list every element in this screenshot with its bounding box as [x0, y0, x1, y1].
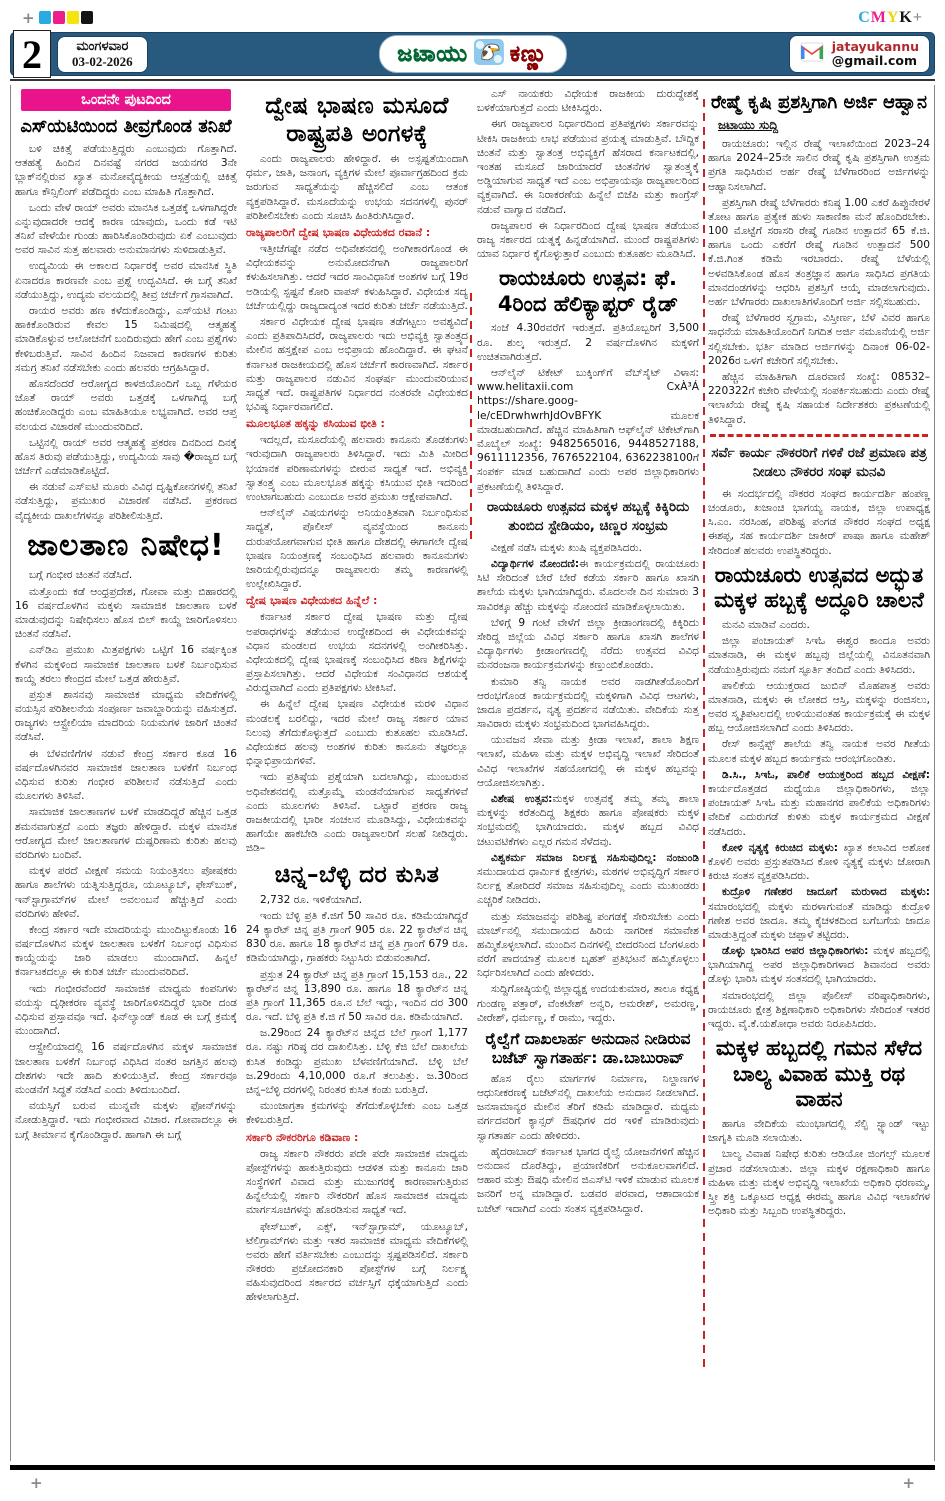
day-label: ಮಂಗಳವಾರ	[76, 39, 129, 54]
paragraph: ಇದು ಪ್ರತಿಷ್ಠೆಯ ಪ್ರಶ್ನೆಯಾಗಿ ಬದಲಾಗಿದ್ದು, ಮುಂಬರುವ ಅಧಿವೇಶನದಲ್ಲಿ ಮತ್ತೊಮ್ಮೆ ಮಂಡನೆಯಾಗುವ ಸಾಧ್ಯತೆಗಳಿವೆ ಎಂದು ಮೂಲಗಳು ತಿಳಿಸಿವೆ. ಒಟ್ಟಾರೆ ಪ್ರಕರಣ ರಾಜ್ಯ ರಾಜಕೀಯದಲ್ಲಿ ಭಾರೀ ಸಂಚಲನ ಮೂಡಿಸಿದ್ದು, ವಿಧೇಯಕವನ್ನು ಹಾಗೆಯೇ ಹಾಕಬೇಡಿ ಎಂದು ರಾಜ್ಯಪಾಲರಿಗೆ ಸಲಹೆ ನೀಡಿದ್ದರು. ಜಿಡಿ–	[246, 771, 468, 855]
reg-color-bar	[39, 9, 95, 28]
paragraph: ಸಂಜೆ 4.30ರವರೆಗೆ ಇರುತ್ತದೆ. ಪ್ರತಿಯೊಬ್ಬರಿಗೆ 3,500 ರೂ. ಶುಲ್ಕ ಇರುತ್ತದೆ. 2 ವರ್ಷದೊಳಗಿನ ಮಕ್ಕಳಿಗೆ ಉಚಿತವಾಗಿರುತ್ತದೆ.	[477, 322, 699, 363]
paragraph: ಆನ್‌ಲೈನ್ ಟಿಕೇಟ್ ಬುಕ್ಕಿಂಗ್‌ಗೆ ವೆಬ್‌ಸೈಟ್ ವಿಳಾಸ: www.helitaxii.com CxÀ³Á https://share.goog-le/cEDrwhwrhJdOvBFYK ಮೂಲಕ ಮಾಡಬಹುದಾಗಿದೆ. ಹೆಚ್ಚಿನ ಮಾಹಿತಿಗಾಗಿ ಆಫ್‌ಲೈನ್ ಟಿಕೇಟ್‌ಗಾಗಿ ಮೊಬೈಲ್ ಸಂಖ್ಯೆ: 9482565016, 9448527188, 9611112356, 7676522104, 6362238100ಗೆ ಸಂಪರ್ಕ ಮಾಡ ಬಹುದಾಗಿದೆ ಎಂದು ಅಪರ ಜಿಲ್ಲಾಧಿಕಾರಿಗಳು ಪ್ರಕಟಣೆಯಲ್ಲಿ ತಿಳಿಸಿದ್ದಾರೆ.	[477, 367, 699, 493]
paragraph: ಸುದ್ದಿಗೋಷ್ಠಿಯಲ್ಲಿ ಜಿಲ್ಲಾಧ್ಯಕ್ಷ ಉದಯಕುಮಾರ, ತಾಲೂ ಕಧ್ಯಕ್ಷ ಗುಂಡಣ್ಣ ಪತ್ತಾರ್, ವೆಂಕಟೇಶ್ ಅನ್ವರಿ, ಅಮರೇಶ್, ಅಮರಣ್ಣ, ವೀರೇಶ್, ಧರ್ಮಣ್ಣ, ಕೆ ರಾಮು, ಇದ್ದರು.	[477, 983, 699, 1024]
paragraph: ಈ ಸಂದರ್ಭದಲ್ಲಿ ನೌಕರರ ಸಂಘದ ಕಾರ್ಯದರ್ಶಿ ಹಂಪಣ್ಣ ಚಂಡೂರು, ಖಜಾಂಚಿ ಭಾಗಯ್ಯ ನಾಯಕ, ಜಿಲ್ಲಾ ಉಪಾಧ್ಯಕ್ಷ ಸಿ.ಎಂ. ನರಸಿಂಹ, ಪರಿಶಿಷ್ಟ ಪಂಗಡ ನೌಕರರ ಸಂಘದ ಅಧ್ಯಕ್ಷ ಈಶಪ್ಪ, ಸಹ ಕಾರ್ಯದರ್ಶಿ ಜಾಕೀರ್ ಪಾಷಾ ಹಾಗೂ ಮಹೇಶ್ ಸೇರಿದಂತೆ ಹಲವರು ಉಪಸ್ಥಿತರಿದ್ದರು.	[708, 487, 930, 557]
paragraph: ಹೈದರಾಬಾದ್ ಕರ್ನಾಟಕ ಭಾಗದ ರೈಲ್ವೆ ಯೋಜನೆಗಳಿಗೆ ಹೆಚ್ಚಿನ ಅನುದಾನ ದೊರೆತಿದ್ದು, ಪ್ರಯಾಣಿಕರಿಗೆ ಅನುಕೂಲವಾಗಲಿದೆ. ಆಹಾರ ಮತ್ತು ಔಷಧಿ ಮೇಲಿನ ಜಿಎಸ್‌ಟಿ ಇಳಿಕೆ ಮಾಡುವ ಮೂಲಕ ಜನರಿಗೆ ಅನ್ನ ಮಾಡಿದ್ದಾರೆ. ಬಡವರ ಪರವಾದ, ಆಶಾದಾಯಕ ಬಜೆಟ್ ಇದಾಗಿದೆ ಎಂದು ಸಂತಸ ವ್ಯಕ್ತಪಡಿಸಿದ್ದಾರೆ.	[477, 1145, 699, 1215]
paragraph: ಕರ್ನಾಟಕ ಸರ್ಕಾರ ದ್ವೇಷ ಭಾಷಣ ಮತ್ತು ದ್ವೇಷ ಅಪರಾಧಗಳನ್ನು ತಡೆಯುವ ಉದ್ದೇಶದಿಂದ ಈ ವಿಧೇಯಕವನ್ನು ವಿಧಾನ ಮಂಡಲದ ಉಭಯ ಸದನಗಳಲ್ಲಿ ಅಂಗೀಕರಿಸಿತ್ತು. ವಿಧೇಯಕದಲ್ಲಿ ದ್ವೇಷ ಭಾಷಣಕ್ಕೆ ಸಂಬಂಧಿಸಿದ ಕಠಿಣ ಶಿಕ್ಷೆಗಳನ್ನು ಪ್ರಸ್ತಾಪಿಸಲಾಗಿತ್ತು. ಆದರೆ ವಿಧೇಯಕ ಸಂವಿಧಾನದ ಆಶಯಕ್ಕೆ ವಿರುದ್ಧವಾಗಿದೆ ಎಂದು ಪ್ರತಿಪಕ್ಷಗಳು ಟೀಕಿಸಿವೆ.	[246, 611, 468, 695]
paragraph: ಪ್ರಸ್ತುತ 24 ಕ್ಯಾರೆಟ್ ಚಿನ್ನ ಪ್ರತಿ ಗ್ರಾಂಗೆ 15,153 ರೂ., 22 ಕ್ಯಾರೆಟ್‌ನ ಚಿನ್ನ 13,890 ರೂ. ಹಾಗೂ 18 ಕ್ಯಾರೆಟ್‌ನ ಚಿನ್ನ ಪ್ರತಿ ಗ್ರಾಂಗೆ 11,365 ರೂ.ನ ಬೆಲೆ ಇದ್ದು, ಇಂದಿನ ದರ 300 ರೂ. ಇದೆ. ಬೆಳ್ಳಿ ಪ್ರತಿ ಕೆ.ಜಿ ಗೆ 50 ಸಾವಿರ ರೂ. ಕಡಿಮೆಯಾಗಿದೆ.	[246, 968, 468, 1024]
page-body	[10, 85, 935, 1461]
paragraph: ಫೇಸ್‌ಬುಕ್, ಎಕ್ಸ್, ಇನ್‌ಸ್ಟಾಗ್ರಾಮ್, ಯೂಟ್ಯೂಬ್, ಟೆಲಿಗ್ರಾಮ್‌ಗಳು ಮತ್ತು ಇತರ ಸಾಮಾಜಿಕ ಮಾಧ್ಯಮ ವೇದಿಕೆಗಳಲ್ಲಿ ಅವರು ಹೇಗೆ ವರ್ತಿಸಬೇಕು ಎಂಬುದನ್ನು ಸ್ಪಷ್ಟಪಡಿಸಲಿದೆ. ಸರ್ಕಾರಿ ನೌಕರರು ಪ್ರಚೋದನಕಾರಿ ಪೋಸ್ಟ್‌ಗಳ ಬಗ್ಗೆ ನಿರ್ಲಕ್ಷ್ಯ ವಹಿಸುವುದರಿಂದ ಸರ್ಕಾರದ ವರ್ಚಸ್ಸಿಗೆ ಧಕ್ಕೆಯಾಗುತ್ತಿದೆ ಎಂದು ಹೇಳಲಾಗುತ್ತಿದೆ.	[246, 1220, 468, 1304]
paragraph: ಬಗ್ಗೆ ಗಂಭೀರ ಚಿಂತನೆ ನಡೆಸಿದೆ.	[29, 569, 133, 582]
paragraph: ಕೇಂದ್ರ ಸರ್ಕಾರ ಇದೇ ಮಾದರಿಯನ್ನು ಮುಂದಿಟ್ಟುಕೊಂಡು 16 ವರ್ಷದೊಳಗಿನ ಮಕ್ಕಳ ಜಾಲತಾಣ ಬಳಕೆಗೆ ನಿರ್ಬಂಧ ವಿಧಿಸುವ ಕಾಯ್ದೆಯನ್ನು ಜಾರಿ ಮಾಡಲು ಮುಂದಾಗಿದೆ. ಹಿನ್ನಲೆ ಕರ್ನಾಟಕದಲ್ಲೂ ಈ ಕುರಿತ ಚರ್ಚೆ ಮುಂದುವರಿದಿದೆ.	[15, 923, 237, 979]
paragraph: ಈಗ ರಾಜ್ಯಪಾಲರ ನಿರ್ಧಾರದಿಂದ ಪ್ರತಿಪಕ್ಷಗಳು ಸರ್ಕಾರವನ್ನು ಟೀಕಿಸಿ ರಾಜಕೀಯ ಲಾಭ ಪಡೆಯುವ ಪ್ರಯತ್ನ ಮಾಡುತ್ತಿವೆ. ಬೌದ್ಧಿಕ ಚಿಂತನೆ ಮತ್ತು ಸ್ವಾತಂತ್ರ ಅಭಿವ್ಯಕ್ತಿಗೆ ಹೆಸರಾದ ಕರ್ನಾಟಕದಲ್ಲಿ, ಇಂತಹ ಮಸೂದೆ ಜಾರಿಯಾದರೆ ಚಿಂತನೆಗಳ ಸ್ವಾತಂತ್ರ್ಯಕ್ಕೆ ಅಡ್ಡಿಯಾಗುವ ಸಾಧ್ಯತೆ ಇದೆ ಎಂಬ ಅಭಿಪ್ರಾಯವೂ ರಾಜ್ಯಪಾಲರಿಂದ ವ್ಯಕ್ತವಾಗಿದೆ. ಈ ನಿರಾಕರಣೆಯ ಹಿನ್ನೆಲೆ ಬಿಜೆಪಿ ಮತ್ತು ಕಾಂಗ್ರೆಸ್ ನಡುವೆ ವಾಗ್ವಾದ ನಡೆದಿದೆ.	[477, 118, 699, 216]
registration-strip	[0, 0, 945, 30]
masthead	[378, 35, 566, 73]
paragraph: ಜಿಲ್ಲಾ ಪಂಚಾಯತ್ ಸಿಇಓ ಈಶ್ವರ ಕಾಂದೂ ಅವರು ಮಾತನಾಡಿ, ಈ ಮಕ್ಕಳ ಹಬ್ಬವು ಜಿಲ್ಲೆಯಲ್ಲಿ ವಿನೂತನವಾಗಿ ನಡೆಯುತ್ತಿರುವುದು ನಮಗೆ ಸ್ಫೂರ್ತಿ ತಂದಿದೆ ಎಂದು ತಿಳಿಸಿದರು.	[708, 635, 930, 676]
paragraph: ಯುವಜನ ಸೇವಾ ಮತ್ತು ಕ್ರೀಡಾ ಇಲಾಖೆ, ಶಾಲಾ ಶಿಕ್ಷಣ ಇಲಾಖೆ, ಮಹಿಳಾ ಮತ್ತು ಮಕ್ಕಳ ಅಭಿವೃದ್ಧಿ ಇಲಾಖೆ ಸೇರಿದಂತೆ ವಿವಿಧ ಇಲಾಖೆಗಳ ಸಹಯೋಗದಲ್ಲಿ ಈ ಮಕ್ಕಳ ಹಬ್ಬವನ್ನು ಆಯೋಜಿಸಲಾಗಿತ್ತು.	[477, 734, 699, 789]
paragraph: ಹಾಗೂ ವೇದಿಕೆಯ ಮುಂಭಾಗದಲ್ಲಿ ಸೆಲ್ಫಿ ಸ್ಟ್ಯಾಂಡ್ ಇಟ್ಟು ಜಾಗೃತಿ ಮೂಡಿ ಸಲಾಯಿತು.	[708, 1118, 930, 1145]
paragraph-lead: ವಿಶ್ವಕರ್ಮ ಸಮಾಜ ನಿರ್ಲಕ್ಷ ಸಹಿಸುವುದಿಲ್ಲ: ನಂಜುಂಡಿ	[491, 851, 699, 864]
page-number: 2	[13, 30, 51, 78]
headline: ರೈಲ್ವೆಗೆ ದಾಖಲಾರ್ಹ ಅನುದಾನ ನೀಡಿರುವ ಬಜೆಟ್ ಸ್ವಾಗತಾರ್ಹ: ಡಾ.ಬಾಬುರಾವ್	[485, 1030, 691, 1067]
cmyk-label	[858, 9, 923, 27]
paragraph: ಸರ್ಕಾರ ವಿಧೇಯಕ ದ್ವೇಷ ಭಾಷಣ ತಡೆಗಟ್ಟಲು ಅವಶ್ಯವಿದೆ ಎಂದು ಪ್ರತಿಪಾದಿಸಿದರೆ, ರಾಜ್ಯಪಾಲರು ಇದು ಅಭಿವ್ಯಕ್ತಿ ಸ್ವಾತಂತ್ರ್ಯದ ಮೇಲಿನ ಹಸ್ತಕ್ಷೇಪ ಎಂಬ ಅಭಿಪ್ರಾಯ ಹೊಂದಿದ್ದಾರೆ. ಈ ಘಟನೆ ಕರ್ನಾಟಕ ರಾಜಕೀಯದಲ್ಲಿ ಹೊಸ ಚರ್ಚೆಗೆ ಕಾರಣವಾಗಿದೆ. ಸರ್ಕಾರ ಮತ್ತು ರಾಜ್ಯಪಾಲರ ನಡುವಿನ ಸಂಘರ್ಷ ಮುಂದುವರಿಯುವ ಸಾಧ್ಯತೆ ಇದೆ. ರಾಷ್ಟ್ರಪತಿಗಳ ನಿರ್ಧಾರದ ನಂತರವೇ ವಿಧೇಯಕದ ಭವಿಷ್ಯ ನಿರ್ಧಾರವಾಗಲಿದೆ.	[246, 315, 468, 414]
paragraph: ಒಟ್ಟಿನಲ್ಲಿ ರಾಯ್ ಅವರ ಆತ್ಮಹತ್ಯೆ ಪ್ರಕರಣ ದಿನದಿಂದ ದಿನಕ್ಕೆ ಹೊಸ ತಿರುವು ಪಡೆಯುತ್ತಿದ್ದು, ಉದ್ಯಮಿಯ ಸಾವು �ರಾಜ್ಯದ ಬಗ್ಗೆ ಚರ್ಚೆಗೆ ಎಡೆಮಾಡಿಕೊಟ್ಟಿದೆ.	[15, 436, 237, 478]
headline: ಎಸ್‌ಯಟಿಯಿಂದ ತೀವ್ರಗೊಂಡ ತನಿಖೆ	[20, 116, 232, 137]
paragraph: ಮನವಿ ಮಾಡಿವೆ ಎಂದರು.	[722, 618, 810, 631]
headline: ರೇಷ್ಮೆ ಕೃಷಿ ಪ್ರಶಸ್ತಿಗಾಗಿ ಅರ್ಜಿ ಆಹ್ವಾನ	[711, 92, 927, 113]
paragraph: ಎಂದು ರಾಜ್ಯಪಾಲರು ಹೇಳಿದ್ದಾರೆ. ಈ ಅಸ್ಪಷ್ಟತೆಯಿಂದಾಗಿ ಧರ್ಮ, ಜಾತಿ, ಜನಾಂಗ, ವ್ಯಕ್ತಿಗಳ ಮೇಲೆ ಪೂರ್ವಾಗ್ರಹದಿಂದ ಕ್ರಮ ಜರುಗುವ ಸಾಧ್ಯತೆಯನ್ನು ಹೆಚ್ಚಿಸಲಿದೆ ಎಂಬ ಆತಂಕ ವ್ಯಕ್ತಪಡಿಸಿದ್ದಾರೆ. ಮಸೂದೆಯನ್ನು ಉಭಯ ಸದನಗಳಲ್ಲಿ ಪುನರ್ ಪರಿಶೀಲಿಸಬೇಕು ಎಂದು ಸೂಚಿಸಿ ಹಿಂತಿರುಗಿಸಿದ್ದಾರೆ.	[246, 153, 468, 222]
headline: ಮಕ್ಕಳ ಹಬ್ಬದಲ್ಲಿ ಗಮನ ಸೆಳೆದ ಬಾಲ್ಯ ವಿವಾಹ ಮುಕ್ತಿ ರಥ ವಾಹನ	[715, 1036, 923, 1112]
kicker-banner: ಒಂದನೇ ಪುಟದಿಂದ	[21, 89, 231, 111]
paragraph: ವಿಶ್ವಕರ್ಮ ಸಮಾಜ ನಿರ್ಲಕ್ಷ ಸಹಿಸುವುದಿಲ್ಲ: ನಂಜುಂಡಿ ಸಮುದಾಯದ ಧಾರ್ಮಿಕ ಕ್ಷೇತ್ರಗಳು, ಮಠಗಳ ಅಭಿವೃದ್ಧಿಗೆ ಸರ್ಕಾರ ನಿರ್ಲಕ್ಷ ತೋರಿದರೆ ಸಮಾಜ ಸಹಿಸುವುದಿಲ್ಲ ಎಂದು ಮುಖಂಡರು ಎಚ್ಚರಿಕೆ ನೀಡಿದರು.	[477, 851, 699, 907]
email-name: jatayukannu	[831, 38, 919, 54]
cmyk-letter: K	[899, 9, 913, 26]
reg-color-dot	[67, 11, 79, 24]
paragraph: ವಯಸ್ಸಿಗೆ ಬರುವ ಮುನ್ನವೇ ಮಕ್ಕಳು ಫೋನ್‌ಗಳನ್ನು ನೋಡುತ್ತಿದ್ದಾರೆ. ಇದು ಗಂಭೀರವಾದ ವಿಚಾರ. ಗೋವಾದಲ್ಲೂ ಈ ಬಗ್ಗೆ ತೀರ್ಮಾನ ಕೈಗೊಂಡಿದ್ದಾರೆ. ಹಾಗಾಗಿ ಈ ಬಗ್ಗೆ	[15, 1100, 237, 1141]
red-subhead: ರಾಜ್ಯಪಾಲರಿಗೆ ದ್ವೇಷ ಭಾಷಣ ವಿಧೇಯಕದ ರವಾನೆ :	[246, 226, 431, 240]
masthead-banner	[10, 32, 935, 76]
red-dashed-rule	[710, 434, 928, 437]
paragraph-lead: ಕೋಳಿ ನೃತ್ಯಕ್ಕೆ ಕಿರುಚಿದ ಮಕ್ಕಳು:	[722, 841, 838, 854]
column-4	[708, 87, 930, 1459]
cmyk-letter: Y	[886, 9, 900, 26]
paragraph: ವಿಶೇಷ ಉತ್ಸವ:ಮಕ್ಕಳ ಉತ್ಸವಕ್ಕೆ ತಮ್ಮ ತಮ್ಮ ಶಾಲಾ ಮಕ್ಕಳನ್ನು ಕರೆತಂದಿದ್ದ ಶಿಕ್ಷಕರು ಹಾಗೂ ಪೋಷಕರು ಮಕ್ಕಳ ಸಂಭ್ರಮದಲ್ಲಿ ಭಾಗಿಯಾದರು. ಮಕ್ಕಳ ಹಬ್ಬದ ವಿವಿಧ ಚಟುವಟಿಕೆಗಳು ಎಲ್ಲರ ಗಮನ ಸೆಳೆದವು.	[477, 793, 699, 848]
column-rule-red	[470, 293, 472, 545]
column-rule-red	[703, 99, 705, 1367]
headline: ರಾಯಚೂರು ಉತ್ಸವದ ಅದ್ಭುತ ಮಕ್ಕಳ ಹಬ್ಬಕ್ಕೆ ಅದ್ಧೂರಿ ಚಾಲನೆ	[714, 562, 924, 613]
paragraph: ಇಂದು ಬೆಳ್ಳಿ ಪ್ರತಿ ಕೆ.ಜಿಗೆ 50 ಸಾವಿರ ರೂ. ಕಡಿಮೆಯಾಗಿದ್ದರೆ 24 ಕ್ಯಾರೆಟ್ ಚಿನ್ನ ಪ್ರತಿ ಗ್ರಾಂಗೆ 905 ರೂ. 22 ಕ್ಯಾರೆಟ್‌ನ ಚಿನ್ನ 830 ರೂ. ಹಾಗೂ 18 ಕ್ಯಾರೆಟ್‌ನ ಚಿನ್ನ ಪ್ರತಿ ಗ್ರಾಂಗೆ 679 ರೂ. ಕಡಿಮೆಯಾಗಿದ್ದು, ಗ್ರಾಹಕರು ನಿಟ್ಟುಸಿರು ಬಿಡುವಂತಾಗಿದೆ.	[246, 909, 468, 965]
paragraph: ಒಂದು ವೇಳೆ ರಾಯ್ ಅವರು ಮಾನಸಿಕ ಒತ್ತಡಕ್ಕೆ ಒಳಗಾಗಿದ್ದರೇ ಎನ್ನುವುದಾದರೇ ಆದಕ್ಕೆ ಕಾರಣ ಯಾವುದು, ಒಂದು ಕಡೆ ಇಟಿ ತನಿಖೆ ವೇಳೆಯೇ ಗುಂಡು ಹಾರಿಸಿಕೊಂಡಿರುವುದು ಏಕೆ ಎಂಬುವುದು ಅವರ ಸಾವಿನ ಸುತ್ತ ಹಲವಾರು ಅನುಮಾನಗಳು ಸುಳಿದಾಡುತ್ತಿವೆ.	[15, 201, 237, 257]
paragraph: 2,732 ರೂ. ಇಳಿಕೆಯಾಗಿದೆ.	[260, 893, 363, 906]
paragraph: ರಾಜ್ಯಪಾಲರ ಈ ನಿರ್ಧಾರದಿಂದ ದ್ವೇಷ ಭಾಷಣ ತಡೆಯುವ ರಾಜ್ಯ ಸರ್ಕಾರದ ಯತ್ನಕ್ಕೆ ಹಿನ್ನಡೆಯಾಗಿದೆ. ಮುಂದೆ ರಾಷ್ಟ್ರಪತಿಗಳು ಯಾವ ನಿರ್ಧಾರ ಕೈಗೊಳ್ಳುತ್ತಾರೆ ಎಂಬುದು ಕುತೂಹಲ ಮೂಡಿಸಿದೆ.	[477, 219, 699, 261]
paragraph: ಸಮಾರಂಭದಲ್ಲಿ ಜಿಲ್ಲಾ ಪೊಲೀಸ್ ವರಿಷ್ಠಾಧಿಕಾರಿಗಳು, ರಾಯಚೂರು ಕ್ಷೇತ್ರ ಶಿಕ್ಷಣಾಧಿಕಾರಿ ಅಧಿಕಾರಿಗಳು ಸೇರಿದಂತೆ ಇತರರ ಇದ್ದರು. ವೈ.ಕೆ.ಯಶೋಧಾ ಅವರು ನಿರೂಪಿಸಿದರು.	[708, 989, 930, 1031]
paragraph: ಪ್ರಶಸ್ತಿಗಾಗಿ ರೇಷ್ಮೆ ಬೆಳೆಗಾರರು ಕನಿಷ್ಠ 1.00 ಎಕರೆ ಹಿಪ್ಪುನೇರಳೆ ತೋಟ ಹಾಗೂ ಪ್ರತ್ಯೇಕ ಹುಳು ಸಾಕಾಣಿಕಾ ಮನೆ ಹೊಂದಿರಬೇಕು. 100 ಮೊಟ್ಟೆಗೆ ಸರಾಸರಿ ರೇಷ್ಮೆ ಗೂಡಿನ ಉತ್ಪಾದನೆ 65 ಕೆ.ಜಿ. ಹಾಗೂ ಒಂದು ಎಕರೆಗೆ ರೇಷ್ಮೆ ಗೂಡಿನ ಉತ್ಪಾದನೆ 500 ಕೆ.ಜಿ.ಗಿಂತ ಕಡಿಮೆ ಇರಬಾರದು. ರೇಷ್ಮೆ ಬೆಳೆಯಲ್ಲಿ ಅಳವಡಿಸಿಕೊಂಡ ಹೊಸ ತಂತ್ರಜ್ಞಾನ ಹಾಗೂ ಸಾಧಿಸಿದ ಪ್ರಗತಿಯ ಮಾನದಂಡಗಳನ್ನು ಆಧರಿಸಿ ಪ್ರಶಸ್ತಿಗೆ ಆಯ್ಕೆ ಮಾಡಲಾಗುವುದು. ಅರ್ಹ ಬೆಳೆಗಾರರು ದಾಖಲಾತಿಗಳೊಂದಿಗೆ ಅರ್ಜಿ ಸಲ್ಲಿಸಬಹುದು.	[708, 196, 930, 309]
headline: ರಾಯಚೂರು ಉತ್ಸವ: ಫೆ. 4ರಿಂದ ಹೆಲಿಕ್ಯಾಪ್ಟರ್ ರೈಡ್	[497, 266, 679, 316]
header-rule	[10, 79, 935, 81]
paragraph: ಕೋಳಿ ನೃತ್ಯಕ್ಕೆ ಕಿರುಚಿದ ಮಕ್ಕಳು: ಖ್ಯಾತ ಕಲಾವಿದ ಅಶೋಕ ಕೊಳಲಿ ಅವರು ಪ್ರಸ್ತುತಪಡಿಸಿದ ಕೋಳಿ ನೃತ್ಯಕ್ಕೆ ಮಕ್ಕಳು ಜೋರಾಗಿ ಕಿರುಚಿ ಸಂತಸ ವ್ಯಕ್ತಪಡಿಸಿದರು.	[708, 841, 930, 883]
column-2	[246, 87, 468, 1459]
paragraph: ರಾಯಚೂರು: ಇಲ್ಲಿನ ರೇಷ್ಮೆ ಇಲಾಖೆಯಿಂದ 2023–24 ಹಾಗೂ 2024–25ನೇ ಸಾಲಿನ ರೇಷ್ಮೆ ಕೃಷಿ ಪ್ರಶಸ್ತಿಗಾಗಿ ಉತ್ತಮ ಪ್ರಗತಿ ಸಾಧಿಸಿರುವ ಅರ್ಹ ರೇಷ್ಮೆ ಬೆಳೆಗಾರರಿಂದ ಅರ್ಜಿಗಳನ್ನು ಆಹ್ವಾನಿಸಲಾಗಿದೆ.	[708, 137, 930, 193]
paragraph: ಸಾಮಾಜಿಕ ಜಾಲತಾಣಗಳ ಬಳಕೆ ಮಾಡದಿದ್ದರೆ ಹೆಚ್ಚಿನ ಒತ್ತಡ ಶಮನವಾಗುತ್ತದೆ ಎಂದು ತಜ್ಞರು ಹೇಳಿದ್ದಾರೆ. ಮಕ್ಕಳ ಮಾನಸಿಕ ಆರೋಗ್ಯದ ಮೇಲೆ ಜಾಲತಾಣಗಳ ದುಷ್ಪರಿಣಾಮ ಕುರಿತು ಹಲವು ವರದಿಗಳು ಬಂದಿವೆ.	[15, 806, 237, 861]
email-box	[789, 35, 930, 73]
paragraph-lead: ಡಿ.ಸಿ., ಸಿಇಓ, ಪಾಲಿಕೆ ಆಯುಕ್ತರಿಂದ ಹಬ್ಬದ ವೀಕ್ಷಣೆ:	[722, 768, 930, 781]
paragraph: ಆಸ್ಟ್ರೇಲಿಯಾದಲ್ಲಿ 16 ವರ್ಷದೊಳಗಿನ ಮಕ್ಕಳ ಸಾಮಾಜಿಕ ಜಾಲತಾಣ ಬಳಕೆಗೆ ನಿರ್ಬಂಧ ವಿಧಿಸಿದ ನಂತರ ಜಗತ್ತಿನ ಹಲವು ದೇಶಗಳು ಇದೇ ಹಾದಿ ತುಳಿಯುತ್ತಿವೆ. ಕೇಂದ್ರ ಸರ್ಕಾರವೂ ಮಂಡನೆಗೆ ಸಿದ್ಧತೆ ನಡೆಸಿದೆ ಎಂದು ತಿಳಿದುಬಂದಿದೆ.	[15, 1041, 237, 1096]
paragraph: ಹೊಸ ರೈಲು ಮಾರ್ಗಗಳ ನಿರ್ಮಾಣ, ನಿಲ್ದಾಣಗಳ ಆಧುನೀಕರಣಕ್ಕೆ ಬಜೆಟ್‌ನಲ್ಲಿ ದಾಖಲೆಯ ಅನುದಾನ ನೀಡಲಾಗಿದೆ. ಜನಸಾಮಾನ್ಯರ ಮೇಲಿನ ತೆರಿಗೆ ಕಡಿಮೆ ಮಾಡಿದ್ದಾರೆ. ಮಧ್ಯಮ ವರ್ಗದವರಿಗೆ ಕ್ಯಾನ್ಸರ್ ಔಷಧಿಗಳ ದರ ಇಳಿಕೆ ಮಾಡಿರುವುದು ಸ್ವಾಗತಾರ್ಹ ಎಂದು ಹೇಳಿದರು.	[477, 1072, 699, 1142]
masthead-title-right: ಕಣ್ಣು	[509, 41, 548, 67]
paragraph: ಡೊಳ್ಳು ಭಾರಿಸಿದ ಅಪರ ಜಿಲ್ಲಾಧಿಕಾರಿಗಳು: ಮಕ್ಕಳ ಹಬ್ಬದಲ್ಲಿ ಭಾಗಿಯಾಗಿದ್ದ ಅಪರ ಜಿಲ್ಲಾಧಿಕಾರಿಗಳಾದ ಶಿವಾನಂದ ಅವರು ಡೊಳ್ಳು ಭಾರಿಸಿ ಮಕ್ಕಳ ಸಂತಸದಲ್ಲಿ ಭಾಗಿಯಾದರು.	[708, 945, 930, 986]
paragraph: ಆನ್‌ಲೈನ್ ವಿಷಯಗಳನ್ನು ಅನಿಯಂತ್ರಿತವಾಗಿ ನಿರ್ಬಂಧಿಸುವ ಸಾಧ್ಯತೆ, ಪೊಲೀಸ್ ವ್ಯವಸ್ಥೆಯಿಂದ ಕಾನೂನು ದುರುಪಯೋಗವಾಗುವ ಭೀತಿ ಹಾಗೂ ದೇಶದಲ್ಲಿ ಈಗಾಗಲೇ ದ್ವೇಷ ಭಾಷಣ ನಿಯಂತ್ರಣಕ್ಕೆ ಸಂಬಂಧಿಸಿದ ಹಲವಾರು ಕಾನೂನುಗಳು ಜಾರಿಯಲ್ಲಿರುವುದನ್ನೂ ರಾಜ್ಯಪಾಲರು ತಮ್ಮ ಕಾರಣಗಳಲ್ಲಿ ಉಲ್ಲೇಖಿಸಿದ್ದಾರೆ.	[246, 507, 468, 591]
paragraph: ಎನ್‌ಡಿಎ ಪ್ರಮುಖ ಮಿತ್ರಪಕ್ಷಗಳು ಒಟ್ಟಿಗೆ 16 ವರ್ಷಕ್ಕಿಂತ ಕೆಳಗಿನ ಮಕ್ಕಳಿಂದ ಸಾಮಾಜಿಕ ಜಾಲತಾಣ ಬಳಕೆ ನಿರ್ಬಂಧಿಸುವ ಕಾಯ್ದೆ ತರಲು ಕೇಂದ್ರದ ಮೇಲೆ ಒತ್ತಡ ಹೇರುತ್ತಿವೆ.	[15, 644, 237, 685]
paragraph: ಪಾಲಿಕೆಯ ಆಯುಕ್ತರಾದ ಜುಬಿನ್ ಮೊಹಪಾತ್ರ ಅವರು ಮಾತನಾಡಿ, ಮಕ್ಕಳು ಈ ಲೋಕದ ಆಸ್ತಿ, ಮಕ್ಕಳನ್ನು ರಂಜಿಸಲು, ಅವರ ಸ್ಮೃತಿಪಟಲದಲ್ಲಿ ಉಳಿಯುವಂತಹ ಕಾರ್ಯಕ್ರಮಕ್ಕೆ ಈ ಮಕ್ಕಳ ಹಬ್ಬ ಆಯೋಜಿಸಲಾಗಿದೆ ಎಂದು ತಿಳಿಸಿದರು.	[708, 679, 930, 735]
red-subhead: ದ್ವೇಷ ಭಾಷಣ ವಿಧೇಯಕದ ಹಿನ್ನೆಲೆ :	[246, 594, 378, 608]
red-subhead: ಸರ್ಕಾರಿ ನೌಕರರಿಗೂ ಕಡಿವಾಣ :	[246, 1130, 359, 1144]
paragraph-lead: ಡೊಳ್ಳು ಭಾರಿಸಿದ ಅಪರ ಜಿಲ್ಲಾಧಿಕಾರಿಗಳು:	[722, 945, 869, 958]
paragraph-lead: ಕುದ್ರೊಳಿ ಗಣೇಶರ ಜಾದೂಗೆ ಮರುಳಾದ ಮಕ್ಕಳು:	[722, 886, 930, 899]
headline: ದ್ವೇಷ ಭಾಷಣ ಮಸೂದೆ ರಾಷ್ಟ್ರಪತಿ ಅಂಗಳಕ್ಕೆ	[265, 93, 449, 148]
column-3	[477, 87, 699, 1459]
paragraph: ಈ ಹಿನ್ನೆಲೆ ದ್ವೇಷ ಭಾಷಣ ವಿಧೇಯಕ ಮರಳಿ ವಿಧಾನ ಮಂಡಲಕ್ಕೆ ಬರಲಿದ್ದು, ಇದರ ಮೇಲೆ ರಾಜ್ಯ ಸರ್ಕಾರ ಯಾವ ನಿಲುವು ತೆಗೆದುಕೊಳ್ಳುತ್ತದೆ ಎಂಬುದು ಕುತೂಹಲ ಮೂಡಿಸಿದೆ. ವಿಧೇಯಕದ ಹಲವು ಅಂಶಗಳ ಕುರಿತು ಕಾನೂನು ತಜ್ಞರಲ್ಲೂ ಭಿನ್ನಾಭಿಪ್ರಾಯಗಳಿವೆ.	[246, 698, 468, 768]
date-label: 03-02-2026	[72, 54, 133, 69]
cmyk-letter: C	[858, 9, 871, 26]
columns	[15, 87, 930, 1459]
paragraph: ಉದ್ಯಮಿಯ ಈ ಅಕಾಲದ ನಿರ್ಧಾರಕ್ಕೆ ಅವರ ಮಾನಸಿಕ ಸ್ಥಿತಿ ಏನಾದರೂ ಕಾರಣವೇ ಎಂಬ ಪ್ರಶ್ನೆ ಉದ್ಭವಿಸಿದೆ. ಈ ಬಗ್ಗೆ ತನಿಖೆ ನಡೆಯುತ್ತಿದ್ದು, ಉದ್ಯಮ ವಲಯದಲ್ಲಿ ತೀವ್ರ ಚರ್ಚೆಗೆ ಗ್ರಾಸವಾಗಿದೆ.	[15, 260, 237, 301]
paragraph-lead: ವಿಶೇಷ ಉತ್ಸವ:	[491, 793, 553, 806]
bottom-registration	[0, 1470, 945, 1497]
headline: ಚಿನ್ನ–ಬೆಳ್ಳಿ ದರ ಕುಸಿತ	[274, 861, 440, 888]
paragraph: ಜ.29ರಿಂದ 24 ಕ್ಯಾರೆಟ್‌ನ ಚಿನ್ನದ ಬೆಲೆ ಗ್ರಾಂಗೆ 1,177 ರೂ. ನಷ್ಟು ಗರಿಷ್ಠ ದರ ದಾಖಲಿಸಿತ್ತು. ಬೆಳ್ಳಿ ಕೆಜಿ ಬೆಲೆ ದಾಖಲೆಯ ಕುಸಿತ ಕಂಡಿದ್ದು ಪ್ರಮುಖ ಬೆಳವಣಿಗೆಯಾಗಿದೆ. ಬೆಳ್ಳಿ ಬೆಲೆ ಜ.29ರಂದು 4,10,000 ರೂ.ಗೆ ತಲುಪಿತ್ತು. ಜ.30ರಿಂದ ಚಿನ್ನ–ಬೆಳ್ಳಿ ದರಗಳಲ್ಲಿ ನಿರಂತರ ಕುಸಿತ ಕಂಡು ಬರುತ್ತಿದೆ.	[246, 1027, 468, 1097]
paragraph: ವಿದ್ಯಾರ್ಥಿಗಳ ನೋಂದಣಿ:ಈ ಕಾರ್ಯಕ್ರಮದಲ್ಲಿ ರಾಯಚೂರು ಸಿಟಿ ಸೇರಿದಂತೆ ಬೇರೆ ಬೇರೆ ಕಡೆಯ ಸರ್ಕಾರಿ ಹಾಗೂ ಖಾಸಗಿ ಶಾಲೆಯ ಮಕ್ಕಳು ಭಾಗಿಯಾಗಿದ್ದರು. ಮೊದಲನೇ ದಿನ ಸುಮಾರು 3 ಸಾವಿರಕ್ಕೂ ಹೆಚ್ಚು ಮಕ್ಕಳನ್ನು ನೋಂದಣಿ ಮಾಡಿಕೊಳ್ಳಲಾಯಿತು.	[477, 558, 699, 613]
eagle-icon	[474, 39, 504, 69]
paragraph: ಮುಂಜಾಗ್ರತಾ ಕ್ರಮಗಳನ್ನು ತೆಗೆದುಕೊಳ್ಳಬೇಕು ಎಂಬ ಒತ್ತಡ ಕೇಳಿಬರುತ್ತಿದೆ.	[246, 1100, 468, 1127]
sub-headline: ರಾಯಚೂರು ಉತ್ಸವದ ಮಕ್ಕಳ ಹಬ್ಬಕ್ಕೆ ಕಿಕ್ಕಿರಿದು ತುಂಬಿದ ಸ್ಟೇಡಿಯಂ, ಚಿಣ್ಣರ ಸಂಭ್ರಮ	[486, 498, 690, 535]
paragraph: ಪ್ರಸ್ತುತ ಶಾಸನವು ಸಾಮಾಜಿಕ ಮಾಧ್ಯಮ ವೇದಿಕೆಗಳಲ್ಲಿ ವಯಸ್ಸಿನ ಪರಿಶೀಲನೆಯ ಸಂಪೂರ್ಣ ಜವಾಬ್ದಾರಿಯನ್ನು ವಹಿಸುತ್ತದೆ. ರಾಜ್ಯಗಳು ಆಸ್ಟ್ರೇಲಿಯಾ ಮಾದರಿಯ ನಿಯಮಗಳ ಜಾರಿಗೆ ಚಿಂತನೆ ನಡೆಸಿವೆ.	[15, 688, 237, 744]
reg-color-dot	[39, 11, 51, 24]
paragraph: ಈ ಬೆಳವಣಿಗೆಗಳ ನಡುವೆ ಕೇಂದ್ರ ಸರ್ಕಾರ ಕೂಡ 16 ವರ್ಷದೊಳಗಿನವರ ಸಾಮಾಜಿಕ ಜಾಲತಾಣ ಬಳಕೆಗೆ ನಿರ್ಬಂಧ ವಿಧಿಸುವ ಕುರಿತು ಗಂಭೀರ ಪರಿಶೀಲನೆ ನಡೆಸುತ್ತಿದೆ ಎಂದು ಮೂಲಗಳು ತಿಳಿಸಿವೆ.	[15, 747, 237, 803]
registration-cross-icon: +	[22, 8, 35, 27]
paragraph: ವೀಕ್ಷಣೆ ನಡೆಸಿ ಮಕ್ಕಳು ಖುಷಿ ವ್ಯಕ್ತಪಡಿಸಿದರು.	[491, 541, 642, 554]
paragraph: ಈ ನಡುವೆ ಎಸ್‌ಐಟಿ ಮೂರು ವಿವಿಧ ದೃಷ್ಟಿಕೋನಗಳಲ್ಲಿ ತನಿಖೆ ನಡೆಸುತ್ತಿದ್ದು, ಪ್ರಮುಖರ ವಿಚಾರಣೆ ನಡೆಸಿದೆ. ಪ್ರಕರಣದ ವೈದ್ಯಕೀಯ ದಾಖಲೆಗಳನ್ನೂ ಪರಿಶೀಲಿಸುತ್ತಿದೆ.	[15, 481, 237, 522]
paragraph: ಮತ್ತೊಂದು ಕಡೆ ಆಂಧ್ರಪ್ರದೇಶ, ಗೋವಾ ಮತ್ತು ಬಿಹಾರದಲ್ಲಿ 16 ವರ್ಷದೊಳಗಿನ ಮಕ್ಕಳು ಸಾಮಾಜಿಕ ಜಾಲತಾಣ ಬಳಕೆ ಮಾಡುವುದನ್ನು ನಿಷೇಧಿಸಲು ಹೊಸ ಬಿಲ್ ಕಾಯ್ದೆ ಜಾರಿಗೊಳಿಸಲು ಚಿಂತನೆ ನಡೆಸಿವೆ.	[15, 585, 237, 641]
paragraph: ರೇಸ್ ಕಾನ್ಸೆಪ್ಟ್ ಶಾಲೆಯ ತನ್ವಿ ನಾಯಕ ಅವರ ಗೀತೆಯ ಮೂಲಕ ಮಕ್ಕಳ ಹಬ್ಬದ ಕಾರ್ಯಕ್ರಮ ಆರಂಭಗೊಂಡಿತು.	[708, 738, 930, 765]
paragraph: ಇದಲ್ಲದೆ, ಮಸೂದೆಯಲ್ಲಿ ಹಲವಾರು ಕಾನೂನು ತೊಡಕುಗಳು ಇರುವುದಾಗಿ ರಾಜ್ಯಪಾಲರು ತಿಳಿಸಿದ್ದಾರೆ. ಇದು ಮಿತಿ ಮೀರಿದ ಭಯಾನಕ ಪರಿಣಾಮಗಳನ್ನು ಬೀರುವ ಸಾಧ್ಯತೆ ಇದೆ. ಅಭಿವ್ಯಕ್ತಿ ಸ್ವಾತಂತ್ರ್ಯ ಎಂಬ ಮೂಲಭೂತ ಹಕ್ಕನ್ನು ಕಸಿಯುವ ಭೀತಿ ಇದರಿಂದ ಉಂಟಾಗಬಹುದು ಎಂಬುದೂ ಅವರ ಪ್ರಮುಖ ಆಕ್ಷೇಪವಾಗಿದೆ.	[246, 434, 468, 504]
headline: ಜಾಲತಾಣ ನಿಷೇಧ!	[27, 527, 225, 563]
paragraph: ಇದು ಗಂಭೀರವೆಂದರೆ ಸಾಮಾಜಿಕ ಮಾಧ್ಯಮ ಕಂಪನಿಗಳು ವಯಸ್ಸು ದೃಢೀಕರಣ ವ್ಯವಸ್ಥೆ ಜಾರಿಗೊಳಿಸದಿದ್ದರೆ ಭಾರೀ ದಂಡ ವಿಧಿಸುವ ಪ್ರಸ್ತಾವವೂ ಇದೆ. ಫಿನ್‌ಲ್ಯಾಂಡ್ ಕೂಡ ಈ ಬಗ್ಗೆ ಕ್ರಮಕ್ಕೆ ಮುಂದಾಗಿದೆ.	[15, 982, 237, 1038]
registration-cross-icon: +	[902, 1474, 915, 1492]
reg-color-dot	[53, 11, 65, 24]
paragraph: ಎಸ್ ನಾಯಕರು ವಿಧೇಯಕ ರಾಜಕೀಯ ದುರುದ್ದೇಶಕ್ಕೆ ಬಳಕೆಯಾಗುತ್ತದೆ ಎಂದು ಟೀಕಿಸಿದ್ದರು.	[477, 88, 699, 115]
paragraph: ಬೆಳಿಗ್ಗೆ 9 ಗಂಟೆ ವೇಳೆಗೆ ಜಿಲ್ಲಾ ಕ್ರೀಡಾಂಗಣದಲ್ಲಿ ಕಿಕ್ಕಿರಿದು ಸೇರಿದ್ದ ಜಿಲ್ಲೆಯ ವಿವಿಧ ಸರ್ಕಾರಿ ಹಾಗೂ ಖಾಸಗಿ ಶಾಲೆಗಳ ವಿದ್ಯಾರ್ಥಿಗಳು ಕ್ರೀಡಾಂಗಣದಲ್ಲಿ ನೆರೆದು ಉತ್ಸವದ ವಿವಿಧ ಮನರಂಜನಾ ಕಾರ್ಯಕ್ರಮಗಳನ್ನು ಕಣ್ತುಂಬಿಕೊಂಡರು.	[477, 616, 699, 672]
sub-headline: ಸರ್ವೆ ಕಾರ್ಯ ನೌಕರರಿಗೆ ಗಳಿಕೆ ರಜೆ ಪ್ರಮಾಣ ಪತ್ರ ನೀಡಲು ನೌಕರರ ಸಂಘ ಮನವಿ	[711, 444, 927, 481]
reg-color-dot	[81, 11, 93, 24]
paragraph: ಇತ್ತೀಚೆಗಷ್ಟೇ ನಡೆದ ಅಧಿವೇಶನದಲ್ಲಿ ಅಂಗೀಕಾರಗೊಂಡ ಈ ವಿಧೇಯಕವನ್ನು ಅನುಮೋದನೆಗಾಗಿ ರಾಜ್ಯಪಾಲರಿಗೆ ಕಳುಹಿಸಲಾಗಿತ್ತು. ಆದರೆ ಇದರ ಸಾಂವಿಧಾನಿಕ ಅಂಶಗಳ ಬಗ್ಗೆ 19ರ ಅಡಿಯಲ್ಲಿ ಸ್ಪಷ್ಟನೆ ಕೋರಿ ವಾಪಸ್ ಕಳುಹಿಸಿದ್ದಾರೆ. ವಿಧೇಯಕ ಸದ್ಯ ಚರ್ಚೆಯಲ್ಲಿದ್ದು ರಾಜ್ಯದಾದ್ಯಂತ ಇದರ ಕುರಿತು ಚರ್ಚೆ ನಡೆಯುತ್ತಿದೆ.	[246, 243, 468, 312]
paragraph: ಮಕ್ಕಳ ಪರದೆ ವೀಕ್ಷಣೆ ಸಮಯ ನಿಯಂತ್ರಿಸಲು ಪೋಷಕರು ಹಾಗೂ ಶಾಲೆಗಳು ಯತ್ನಿಸುತ್ತಿದ್ದರೂ, ಯೂಟ್ಯೂಬ್, ಫೇಸ್‌ಬುಕ್, ಇನ್‌ಸ್ಟಾಗ್ರಾಮ್‌ಗಳ ಮೇಲೆ ಅವಲಂಬನೆ ಹೆಚ್ಚುತ್ತಿದೆ ಎಂದು ವರದಿಗಳು ಹೇಳಿವೆ.	[15, 865, 237, 920]
registration-cross-icon: +	[30, 1474, 43, 1492]
email-domain: @gmail.com	[831, 53, 917, 68]
paragraph: ಮತ್ತು ಸಮಾಜವನ್ನು ಪರಿಶಿಷ್ಟ ಪಂಗಡಕ್ಕೆ ಸೇರಿಸಬೇಕು ಎಂದು ಮಾರ್ಚ್‌ನಲ್ಲಿ ಸಮುದಾಯದ ಹಿರಿಯ ನಾಗರೀಕ ಸಮಾವೇಶ ಹಮ್ಮಿಕೊಳ್ಳಲಾಗಿದೆ. ಮುಂದಿನ ದಿನಗಳಲ್ಲಿ ಬೀದರನಿಂದ ಬೆಂಗಳೂರು ವರೆಗೆ ಪಾದಯಾತ್ರೆ ಮೂಲಕ ಬೃಹತ್ ಪ್ರತಿಭಟನೆ ಹಮ್ಮಿಕೊಳ್ಳಲು ನಿರ್ಧರಿಸಲಾಗಿದೆ ಎಂದು ಹೇಳಿದರು.	[477, 910, 699, 980]
paragraph: ರಾಜ್ಯ ಸರ್ಕಾರಿ ನೌಕರರು ಪದೇ ಪದೇ ಸಾಮಾಜಿಕ ಮಾಧ್ಯಮ ಪೋಸ್ಟ್‌ಗಳನ್ನು ಹಾಕುತ್ತಿರುವುದು ಆಡಳಿತ ಮತ್ತು ಕಾನೂನು ಜಾರಿ ಸಂಸ್ಥೆಗಳಿಗೆ ವಿವಾದ ಮತ್ತು ಮುಜುಗರಕ್ಕೆ ಕಾರಣವಾಗುತ್ತಿರುವ ಹಿನ್ನೆಲೆಯಲ್ಲಿ ಸರ್ಕಾರಿ ನೌಕರರಿಗೆ ಹೊಸ ಸಾಮಾಜಿಕ ಮಾಧ್ಯಮ ಮಾರ್ಗಸೂಚಿಗಳನ್ನು ಹೊರಡಿಸುವ ಸಾಧ್ಯತೆ ಇದೆ.	[246, 1147, 468, 1217]
masthead-title-left: ಜಟಾಯು	[397, 41, 468, 67]
column-1	[15, 87, 237, 1459]
paragraph: ಹೆಚ್ಚಿನ ಮಾಹಿತಿಗಾಗಿ ದೂರವಾಣಿ ಸಂಖ್ಯೆ: 08532–220322ಗೆ ಕಚೇರಿ ವೇಳೆಯಲ್ಲಿ ಸಂಪರ್ಕಿಸಬಹುದು ಎಂದು ರೇಷ್ಮೆ ಇಲಾಖೆಯ ರೇಷ್ಮೆ ಕೃಷಿ ಸಹಾಯಕ ನಿರ್ದೇಶಕರು ಪ್ರಕಟಣೆಯಲ್ಲಿ ತಿಳಿಸಿದ್ದಾರೆ.	[708, 370, 930, 426]
paragraph-lead: ವಿದ್ಯಾರ್ಥಿಗಳ ನೋಂದಣಿ:	[491, 558, 580, 571]
gmail-icon	[800, 42, 824, 66]
cmyk-letter: +	[912, 9, 923, 26]
paragraph: ಬಾಲ್ಯ ವಿವಾಹ ನಿಷೇಧ ಕುರಿತು ಆಡಿಯೋ ಜಿಂಗಲ್ಸ್ ಮೂಲಕ ಪ್ರಚಾರ ನಡೆಸಲಾಯಿತು. ಜಿಲ್ಲಾ ಮಕ್ಕಳ ರಕ್ಷಣಾಧಿಕಾರಿ ಹಾಗೂ ಮಹಿಳಾ ಮತ್ತು ಮಕ್ಕಳ ಅಭಿವೃದ್ಧಿ ಇಲಾಖೆಯ ಅಧಿಕಾರಿ ಧರಣಮ್ಮ, ಸ್ತ್ರೀ ಶಕ್ತಿ ಒಕ್ಕೂಟದ ಅಧ್ಯಕ್ಷ ಈರಮ್ಮ ಹಾಗೂ ವಿವಿಧ ಇಲಾಖೆಗಳ ಅಧಿಕಾರಿ ಮತ್ತು ಸಿಬ್ಬಂದಿ ಉಪಸ್ಥಿತರಿದ್ದರು.	[708, 1148, 930, 1218]
cmyk-letter: M	[870, 9, 887, 26]
paragraph: ಕುಮಾರಿ ತನ್ವಿ ನಾಯಕ ಅವರ ನಾಡಗೀತೆಯೊಂದಿಗೆ ಆರಂಭಗೊಂಡ ಕಾರ್ಯಕ್ರಮದಲ್ಲಿ ಮಕ್ಕಳಿಗಾಗಿ ವಿವಿಧ ಆಟಗಳು, ಜಾದೂ ಪ್ರದರ್ಶನ, ನೃತ್ಯ ಪ್ರದರ್ಶನ ನಡೆಯಿತು. ವೇದಿಕೆಯ ಸುತ್ತ ಸಾವಿರಾರು ಮಕ್ಕಳು ಸಂಭ್ರಮದಿಂದ ಭಾಗವಹಿಸಿದ್ದರು.	[477, 675, 699, 731]
paragraph: ರೇಷ್ಮೆ ಬೆಳೆಗಾರರ ಸ್ವಗ್ರಾಮ, ವಿಸ್ತೀರ್ಣ, ಬೆಳೆ ವಿವರ ಹಾಗೂ ಸಾಧನೆಯ ಮಾಹಿತಿಯೊಂದಿಗೆ ನಿಗದಿತ ಅರ್ಜಿ ನಮೂನೆಯಲ್ಲಿ ಅರ್ಜಿ ಸಲ್ಲಿಸಬೇಕು. ಭರ್ತಿ ಮಾಡಿದ ಅರ್ಜಿಗಳನ್ನು ದಿನಾಂಕ 06-02-2026ರ ಒಳಗೆ ಕಚೇರಿಗೆ ಸಲ್ಲಿಸಬೇಕು.	[708, 312, 930, 367]
paragraph: ಬಳಿ ಚಿಕಿತ್ಸೆ ಪಡೆಯುತ್ತಿದ್ದರು ಎಂಬುವುದು ಗೊತ್ತಾಗಿದೆ. ಆತಹತ್ಯೆ ಹಿಂದಿನ ದಿನವಷ್ಟೆ ನಗರದ ಜಯನಗರ 3ನೇ ಬ್ಲಾಕ್‌ನಲ್ಲಿರುವ ಖ್ಯಾತ ಮನೋವೈದ್ಯಕೀಯ ಆಸ್ಪತ್ರೆಯಲ್ಲಿ ಚಿಕಿತ್ಸೆ ಹಾಗೂ ಕೌನ್ಸಿಲಿಂಗ್ ಪಡೆದಿದ್ದರು ಎಂಬ ಮಾಹಿತಿ ಗೊತ್ತಾಗಿದೆ.	[15, 142, 237, 198]
byline: ಜಟಾಯು ಸುದ್ದಿ	[718, 117, 779, 132]
paragraph: ಕುದ್ರೊಳಿ ಗಣೇಶರ ಜಾದೂಗೆ ಮರುಳಾದ ಮಕ್ಕಳು: ಸಮಾರಂಭದಲ್ಲಿ ಮಕ್ಕಳು ಮರಳಾಗುವಂತೆ ಮಾಡಿದ್ದು ಕುದ್ರೊಳಿ ಗಣೇಶ ಅವರ ಜಾದೂ. ತಮ್ಮ ಕೈಚಳಕದಿಂದ ಬಗೆಬಗೆಯ ಜಾದೂ ಮಾಡುತ್ತಿದ್ದಂತೆ ಮಕ್ಕಳು ಚಪ್ಪಾಳೆ ತಟ್ಟಿದರು.	[708, 886, 930, 941]
paragraph: ಡಿ.ಸಿ., ಸಿಇಓ, ಪಾಲಿಕೆ ಆಯುಕ್ತರಿಂದ ಹಬ್ಬದ ವೀಕ್ಷಣೆ: ಕಾರ್ಯದೊತ್ತಡದ ಮಧ್ಯೆಯೂ ಜಿಲ್ಲಾಧಿಕಾರಿಗಳು, ಜಿಲ್ಲಾ ಪಂಚಾಯತ್ ಸಿಇಓ ಮತ್ತು ಮಹಾನಗರ ಪಾಲಿಕೆಯ ಅಧಿಕಾರಿಗಳು ವೇದಿಕೆ ಎದುರುಗಡೆ ಕುಳಿತು ಮಕ್ಕಳ ಕಾರ್ಯಕ್ರಮದ ವೀಕ್ಷಣೆ ನಡೆಸಿದರು.	[708, 768, 930, 838]
red-subhead: ಮೂಲಭೂತ ಹಕ್ಕನ್ನು ಕಸಿಯುವ ಭೀತಿ :	[246, 417, 385, 431]
paragraph: ರಾಯರ ಅವರು ಹಣ ಕಳೆದುಕೊಂಡಿದ್ದು, ಎಸ್‌ಯಟಿ ಗಂಟು ಹಾಕಿಕೊಂಡಿರುವ ಕೇವಲ 15 ನಿಮಿಷದಲ್ಲಿ ಆತ್ಮಹತ್ಯೆ ಮಾಡಿಕೊಳ್ಳುವ ಆಲೋಚನೆಗೆ ಬಂದಿರುವುದು ಹೇಗೆ ಎಂಬ ಪ್ರಶ್ನೆಗಳು ಕೇಳಿಬರುತ್ತಿವೆ. ಸಾವಿನ ಹಿಂದಿನ ನಿಜವಾದ ಕಾರಣಗಳ ಕುರಿತು ಸಮಗ್ರ ತನಿಖೆ ನಡೆಸಬೇಕು ಎಂದು ಹಲವರು ಆಗ್ರಹಿಸಿದ್ದಾರೆ.	[15, 305, 237, 374]
day-date-box	[57, 36, 148, 73]
paragraph: ಹೊಸದೆಂದರೆ ಆರೋಗ್ಯದ ಕಾಳಜಿಯೊಂದಿಗೆ ಒಬ್ಬ ಗೆಳೆಯರ ಜೊತೆ ರಾಯ್ ಅವರು ಒತ್ತಡಕ್ಕೆ ಒಳಗಾಗಿದ್ದ ಬಗ್ಗೆ ಹಂಚಿಕೊಂಡಿದ್ದರು ಎಂಬ ಮಾಹಿತಿಯೂ ಲಭ್ಯವಾಗಿದೆ. ಅವರ ಆಪ್ತ ವಲಯದ ವಿಚಾರಣೆ ಮುಂದುವರಿದಿದೆ.	[15, 377, 237, 433]
